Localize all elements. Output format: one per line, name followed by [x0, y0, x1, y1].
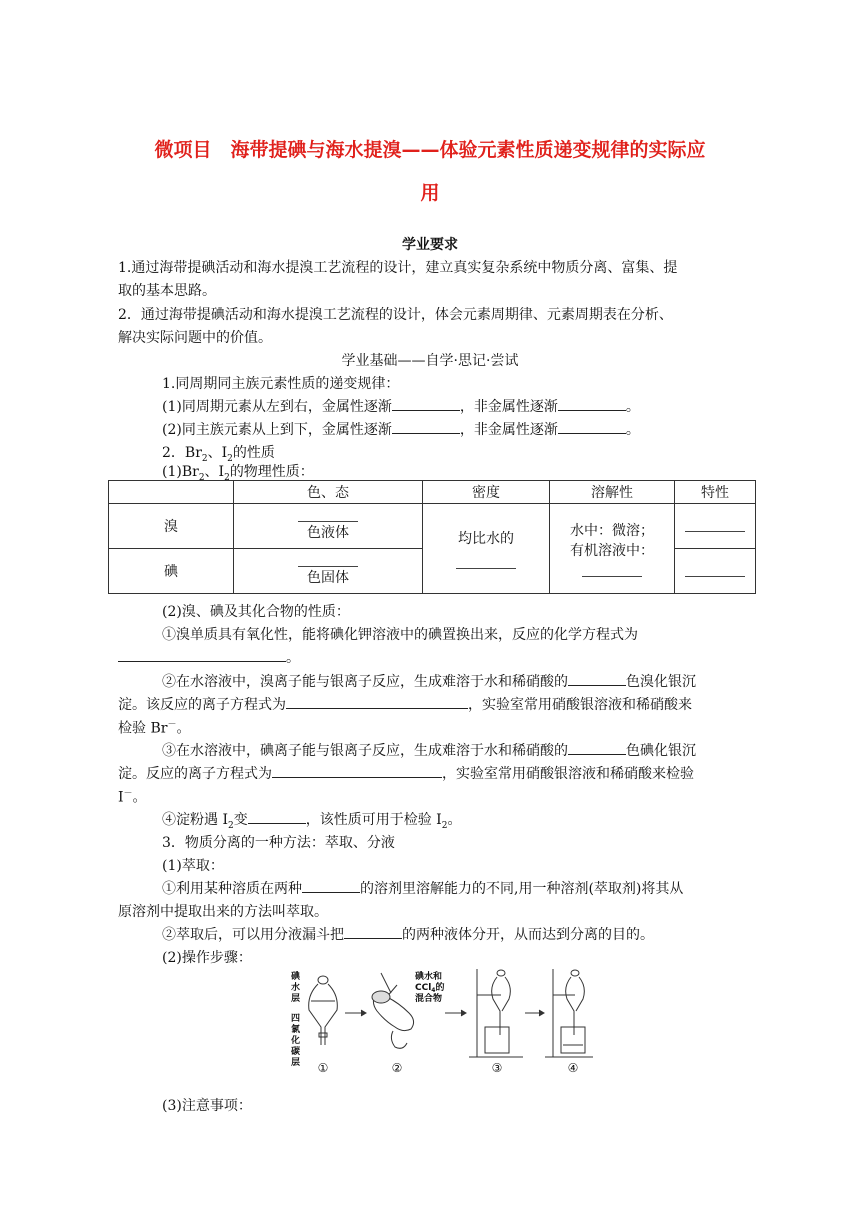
question-3-line-a	[162, 740, 696, 760]
funnel-step-1	[309, 976, 338, 1045]
table-cell-state	[234, 549, 423, 594]
text: 淀。该反应的离子方程式为	[118, 697, 286, 713]
question-2-line-c	[118, 717, 190, 738]
answer-blank	[298, 511, 358, 522]
label-mixture: 混合物	[415, 994, 443, 1004]
answer-blank	[558, 419, 626, 434]
extraction-1-line-a	[162, 878, 683, 898]
section-2-heading: (2)溴、碘及其化合物的性质：	[162, 604, 350, 620]
text: 。	[447, 812, 462, 828]
label-iodine-water: 层	[291, 994, 301, 1004]
answer-blank	[344, 924, 402, 939]
table-header-cell: 特性	[675, 481, 756, 504]
table-cell-feature	[675, 549, 756, 594]
answer-blank	[685, 521, 745, 532]
text: ，实验室常用硝酸银溶液和稀硝酸来检验	[442, 766, 694, 782]
answer-blank	[248, 809, 306, 824]
answer-blank	[568, 740, 626, 755]
text: ，非金属性逐渐	[459, 399, 558, 415]
label-ccl4-layer: 碳	[291, 1047, 301, 1057]
requirement-2-line-a: 2．通过海带提碘活动和海水提溴工艺流程的设计，体会元素周期律、元素周期表在分析、	[118, 307, 673, 323]
text: (1)Br	[162, 464, 199, 480]
text: 色液体	[307, 524, 349, 541]
funnel-step-3	[469, 969, 523, 1057]
page-title-line-2: 用	[420, 182, 440, 204]
label-mixture: CCl$_4$的	[415, 983, 445, 994]
funnel-step-4	[545, 969, 593, 1057]
answer-blank	[685, 566, 745, 577]
text: 色溴化银沉	[626, 674, 696, 690]
text: ，该性质可用于检验 I	[305, 812, 442, 828]
text: 色固体	[307, 569, 349, 586]
answer-blank	[392, 419, 460, 434]
text: 。	[625, 399, 640, 415]
text: 有机溶液中：	[570, 543, 654, 559]
question-2-line-b	[118, 694, 692, 714]
label-ccl4-layer: 四	[291, 1014, 301, 1024]
text: ②萃取后，可以用分液漏斗把	[162, 927, 344, 943]
step-number: ②	[391, 1061, 403, 1075]
question-1-line-a: ①溴单质具有氧化性，能将碘化钾溶液中的碘置换出来，反应的化学方程式为	[162, 627, 638, 643]
table-header-cell: 色、态	[234, 481, 423, 504]
answer-blank	[298, 556, 358, 567]
answer-blank	[456, 558, 516, 569]
text: 淀。反应的离子方程式为	[118, 766, 272, 782]
label-mixture: 碘水和	[415, 972, 443, 982]
subscript: 2	[198, 472, 205, 483]
text: 。	[132, 789, 147, 806]
text: ，非金属性逐渐	[459, 422, 558, 438]
text: ④淀粉遇 I	[162, 812, 228, 828]
subscript: 2	[201, 453, 208, 464]
text: 色碘化银沉	[626, 743, 696, 759]
text: I	[118, 789, 124, 806]
section-3-heading: 3．物质分离的一种方法：萃取、分液	[162, 835, 395, 851]
question-3-line-c	[118, 786, 147, 807]
section-3-3: (3)注意事项：	[162, 1098, 252, 1114]
table-header-cell: 密度	[423, 481, 550, 504]
superscript: －	[167, 720, 177, 730]
extraction-1-line-b: 原溶剂中提取出来的方法叫萃取。	[118, 904, 328, 920]
text: 的物理性质：	[229, 464, 314, 480]
text: CCl	[415, 983, 432, 993]
text: 变	[233, 812, 248, 828]
text: (2)同主族元素从上到下，金属性逐渐	[162, 422, 392, 438]
superscript: －	[123, 789, 133, 799]
answer-blank	[286, 694, 468, 709]
text: ②在水溶液中，溴离子能与银离子反应，生成难溶于水和稀硝酸的	[162, 674, 568, 690]
requirement-2-line-b: 解决实际问题中的价值。	[118, 330, 272, 346]
basics-point-1-1	[162, 396, 640, 416]
answer-blank	[118, 647, 286, 662]
text: 。	[625, 422, 640, 438]
table-cell-solubility	[550, 504, 675, 594]
text: 2．Br	[162, 445, 202, 461]
text: 检验 Br	[118, 720, 168, 737]
step-number: ①	[317, 1061, 329, 1075]
answer-blank	[568, 671, 626, 686]
question-2-line-a	[162, 671, 696, 691]
subscript: 4	[431, 987, 436, 994]
text: 。	[286, 650, 300, 666]
answer-blank	[392, 396, 460, 411]
separatory-funnel-diagram	[285, 965, 595, 1075]
subscript: 2	[227, 453, 233, 464]
text: 的两种液体分开，从而达到分离的目的。	[402, 927, 654, 943]
text: 、I	[204, 464, 225, 480]
answer-blank	[272, 763, 442, 778]
text: 的性质	[232, 445, 275, 461]
label-ccl4-layer: 化	[291, 1036, 301, 1046]
text: ①利用某种溶质在两种	[162, 881, 302, 897]
properties-table	[108, 480, 756, 594]
label-ccl4-layer: 氯	[291, 1025, 301, 1035]
section-3-1: (1)萃取：	[162, 858, 224, 874]
question-4	[162, 809, 461, 831]
question-1-line-b	[118, 647, 300, 667]
label-iodine-water: 碘	[291, 972, 301, 982]
basics-heading: 学业基础——自学·思记·尝试	[341, 353, 519, 369]
subscript: 2	[227, 820, 234, 831]
step-number: ③	[491, 1061, 503, 1075]
table-cell-feature	[675, 504, 756, 549]
subscript: 2	[441, 820, 448, 831]
text: 的溶剂里溶解能力的不同,用一种溶剂(萃取剂)将其从	[360, 881, 684, 897]
text: ③在水溶液中，碘离子能与银离子反应，生成难溶于水和稀硝酸的	[162, 743, 568, 759]
basics-point-1-2	[162, 419, 640, 439]
requirements-heading: 学业要求	[402, 237, 458, 253]
requirement-1-line-b: 取的基本思路。	[118, 283, 216, 299]
text: 均比水的	[458, 531, 514, 547]
step-number: ④	[567, 1061, 579, 1075]
answer-blank	[582, 566, 642, 577]
table-row	[109, 504, 756, 549]
section-3-2: (2)操作步骤：	[162, 950, 252, 966]
question-3-line-b	[118, 763, 694, 783]
table-header-cell: 溶解性	[550, 481, 675, 504]
text: 水中：微溶；	[570, 523, 654, 539]
text: (1)同周期元素从左到右，金属性逐渐	[162, 399, 392, 415]
table-cell-density	[423, 504, 550, 594]
funnel-step-2	[372, 973, 414, 1048]
text: 。	[176, 720, 191, 737]
subscript: 2	[224, 472, 230, 483]
answer-blank	[302, 878, 360, 893]
label-ccl4-layer: 层	[291, 1058, 301, 1068]
table-cell-name: 溴	[109, 504, 234, 549]
table-cell-name: 碘	[109, 549, 234, 594]
text: 、I	[207, 445, 228, 461]
table-header-cell	[109, 481, 234, 504]
page-title-line-1: 微项目 海带提碘与海水提溴——体验元素性质递变规律的实际应	[154, 139, 706, 161]
table-header-row	[109, 481, 756, 504]
answer-blank	[558, 396, 626, 411]
label-iodine-water: 水	[291, 983, 301, 993]
table-cell-state	[234, 504, 423, 549]
requirement-1-line-a: 1.通过海带提碘活动和海水提溴工艺流程的设计，建立真实复杂系统中物质分离、富集、提	[118, 260, 678, 276]
extraction-2	[162, 924, 654, 944]
text: ，实验室常用硝酸银溶液和稀硝酸来	[468, 697, 692, 713]
basics-point-1: 1.同周期同主族元素性质的递变规律：	[162, 376, 400, 392]
